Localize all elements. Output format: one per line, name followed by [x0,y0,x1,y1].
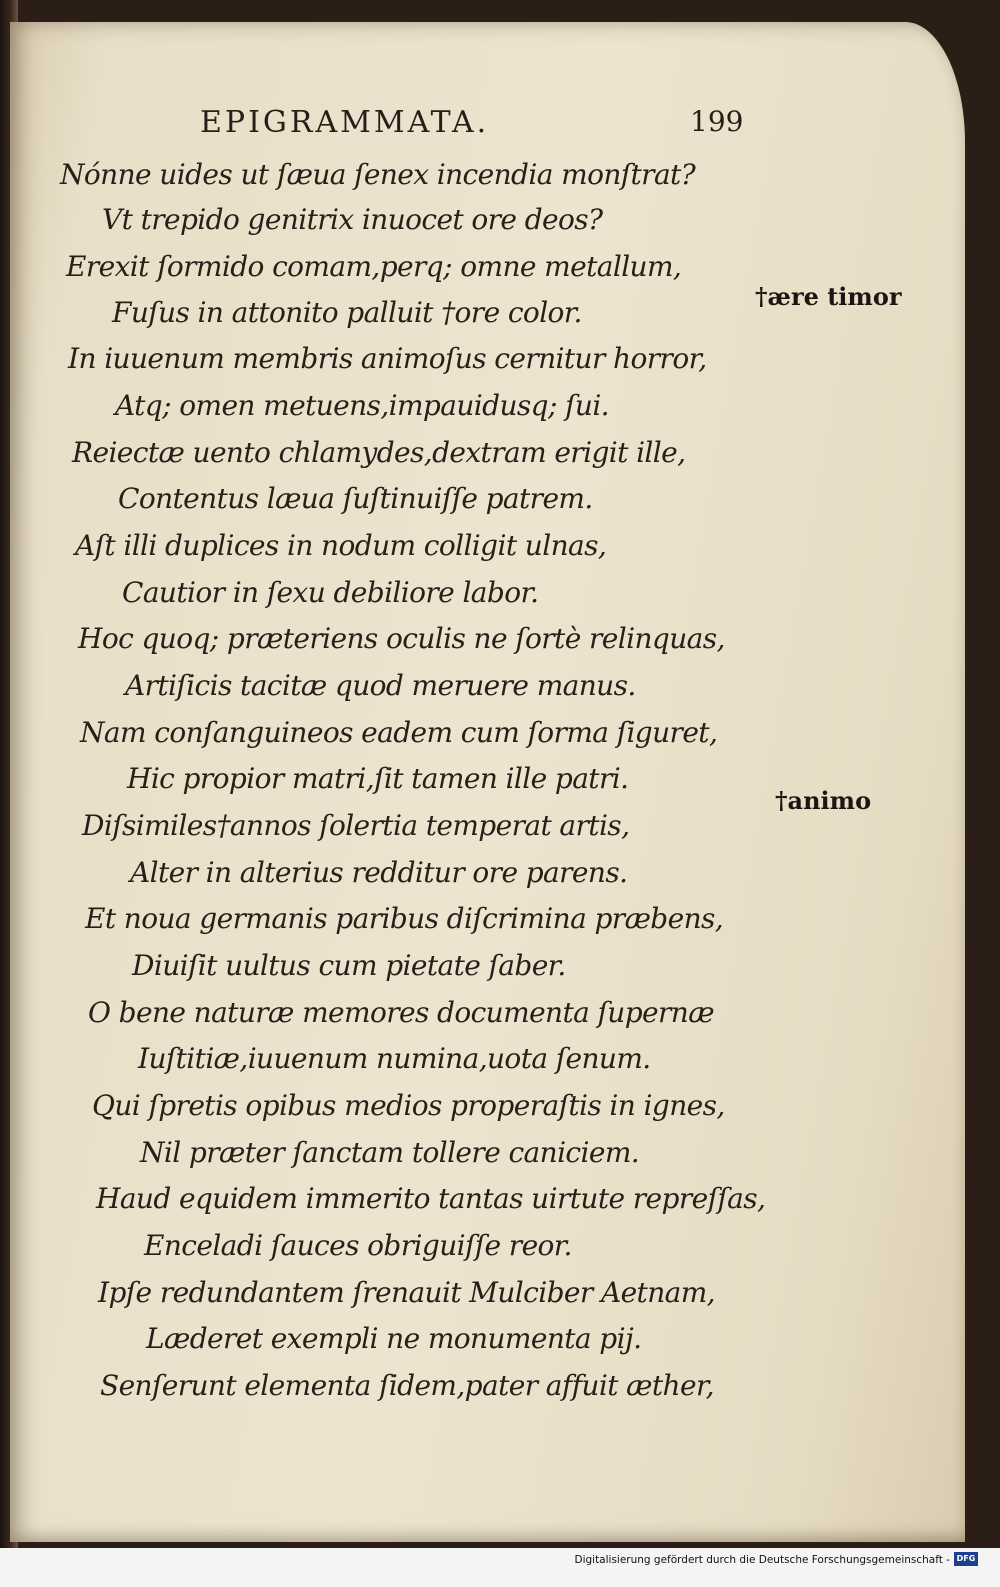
verse-line: Enceladi ſauces obriguiſſe reor. [144,1229,572,1262]
verse-line: Erexit ſormido comam,perq; omne metallum, [66,250,682,283]
verse-line: Fuſus in attonito palluit †ore color. [112,296,582,329]
digitization-credit: Digitalisierung gefördert durch die Deutsche Forschungsgemeinschaft - [574,1554,950,1566]
verse-line: Diſsimiles†annos ſolertia temperat artis, [82,809,630,842]
verse-line: Senſerunt elementa ſidem,pater affuit æther, [100,1369,714,1402]
running-title: EPIGRAMMATA. [200,105,490,140]
verse-line: Cautior in ſexu debiliore labor. [122,576,539,609]
verse-line: Hic propior matri,ſit tamen ille patri. [127,762,629,795]
margin-note: †ære timor [755,282,902,311]
margin-note: †animo [775,786,872,815]
verse-line: Haud equidem immerito tantas uirtute repreſſas, [96,1182,766,1215]
verse-line: Iuſtitiæ,iuuenum numina,uota ſenum. [138,1042,651,1075]
verse-line: In iuuenum membris animoſus cernitur horror, [68,342,707,375]
verse-line: Nónne uides ut ſæua ſenex incendia monſtrat? [60,158,696,191]
verse-line: Vt trepido genitrix inuocet ore deos? [102,203,603,236]
verse-line: Hoc quoq; præteriens oculis ne ſortè relinquas, [78,622,725,655]
verse-line: Diuiſit uultus cum pietate ſaber. [132,949,566,982]
verse-line: Contentus læua ſuſtinuiſſe patrem. [118,482,593,515]
dfg-logo: DFG [954,1552,978,1566]
verse-line: Ipſe redundantem ſrenauit Mulciber Aetnam, [98,1276,715,1309]
verse-line: Læderet exempli ne monumenta pij. [146,1322,642,1355]
verse-line: Qui ſpretis opibus medios properaſtis in ignes, [92,1089,725,1122]
verse-line: O bene naturæ memores documenta ſupernæ [88,996,714,1029]
verse-line: Reiectæ uento chlamydes,dextram erigit ille, [72,436,686,469]
verse-line: Artiſicis tacitæ quod meruere manus. [125,669,636,702]
verse-line: Nam conſanguineos eadem cum ſorma ſiguret, [80,716,718,749]
verse-line: Nil præter ſanctam tollere caniciem. [140,1136,640,1169]
verse-line: Et noua germanis paribus diſcrimina præbens, [85,902,724,935]
page-number: 199 [690,105,744,138]
verse-line: Atq; omen metuens,impauidusq; ſui. [115,389,609,422]
verse-line: Aſt illi duplices in nodum colligit ulnas, [75,529,607,562]
verse-line: Alter in alterius redditur ore parens. [130,856,628,889]
